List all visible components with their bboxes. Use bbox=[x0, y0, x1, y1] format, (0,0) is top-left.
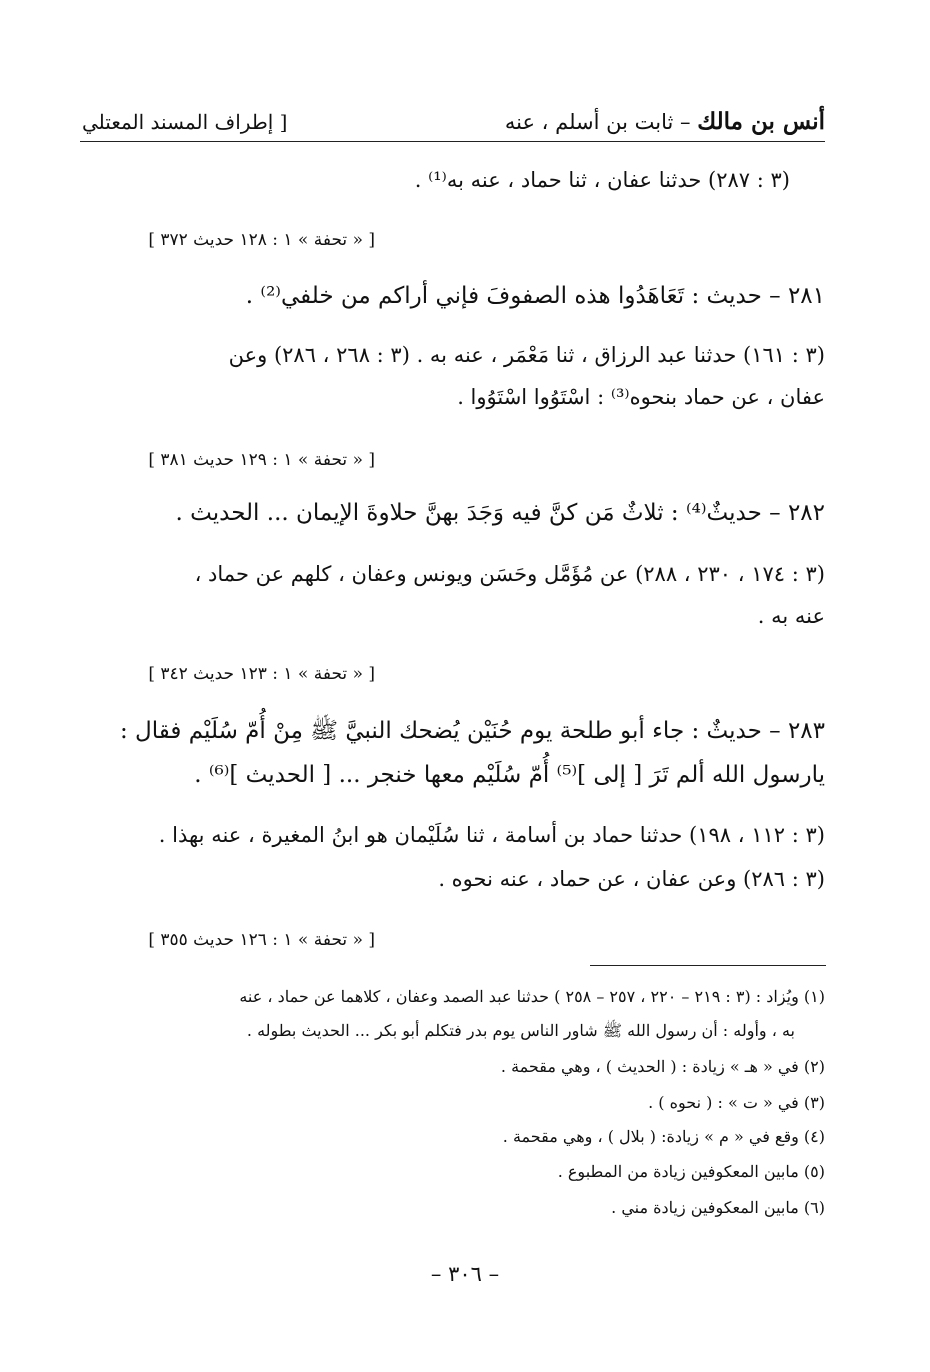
hadith-281: ٢٨١ – حديث : تَعَاهَدُوا هذه الصفوفَ فإني أراكم من خلفي⁽²⁾ . bbox=[245, 283, 825, 309]
running-header-left: [ إطراف المسند المعتلي bbox=[82, 110, 288, 134]
footnote-2: (٢) في « هـ » زيادة : ( الحديث ) ، وهي مقحمة . bbox=[500, 1057, 825, 1076]
chain-line-283-b: (٣ : ٢٨٦) وعن عفان ، عن حماد ، عنه نحوه . bbox=[438, 867, 825, 891]
header-author: أنس بن مالك bbox=[697, 108, 825, 135]
footnote-6: (٦) مابين المعكوفين زيادة مني . bbox=[611, 1198, 825, 1217]
hadith-282: ٢٨٢ – حديثٌ⁽⁴⁾ : ثلاثٌ مَن كنَّ فيه وَجَدَ بهنَّ حلاوةَ الإيمان ... الحديث . bbox=[175, 500, 825, 526]
tuhfa-ref-381: [ « تحفة » ١ : ١٢٩ حديث ٣٨١ ] bbox=[148, 450, 375, 470]
chain-line-281-a: (٣ : ١٦١) حدثنا عبد الرزاق ، ثنا مَعْمَر ، عنه به . (٣ : ٢٦٨ ، ٢٨٦) وعن bbox=[228, 343, 825, 367]
chain-line-282-b: عنه به . bbox=[757, 604, 825, 628]
footnote-divider bbox=[590, 965, 826, 966]
tuhfa-ref-342: [ « تحفة » ١ : ١٢٣ حديث ٣٤٢ ] bbox=[148, 664, 375, 684]
chain-line-1: (٣ : ٢٨٧) حدثنا عفان ، ثنا حماد ، عنه به⁽¹⁾ . bbox=[414, 168, 790, 192]
footnote-1-b: به ، وأوله : أن رسول الله ﷺ شاور الناس يوم بدر فتكلم أبو بكر ... الحديث بطوله . bbox=[246, 1021, 795, 1040]
hadith-283-b: يارسول الله ألم تَرَ [ إلى ]⁽⁵⁾ أُمّ سُلَيْم معها خنجر ... [ الحديث ]⁽⁶⁾ . bbox=[194, 762, 825, 788]
tuhfa-ref-355: [ « تحفة » ١ : ١٢٦ حديث ٣٥٥ ] bbox=[148, 930, 375, 950]
header-divider bbox=[80, 141, 825, 142]
footnote-5: (٥) مابين المعكوفين زيادة من المطبوع . bbox=[557, 1162, 825, 1181]
footnote-3: (٣) في « ت » : ( نحوه ) . bbox=[648, 1093, 825, 1112]
chain-line-283-a: (٣ : ١١٢ ، ١٩٨) حدثنا حماد بن أسامة ، ثنا سُلَيْمان هو ابنُ المغيرة ، عنه بهذا . bbox=[158, 823, 825, 847]
running-header-right bbox=[505, 108, 825, 135]
page-number: – ٣٠٦ – bbox=[430, 1262, 500, 1286]
footnote-1-a: (١) ويُزاد : (٣ : ٢١٩ – ٢٢٠ ، ٢٥٧ – ٢٥٨ ) حدثنا عبد الصمد وعفان ، كلاهما عن حماد ، عنه bbox=[239, 987, 825, 1006]
footnote-4: (٤) وقع في « م » زيادة: ( بلال ) ، وهي مقحمة . bbox=[502, 1127, 825, 1146]
chain-line-281-b: عفان ، عن حماد بنحوه⁽³⁾ : اسْتَوُوا اسْتَوُوا . bbox=[457, 385, 825, 409]
header-chain: – ثابت بن أسلم ، عنه bbox=[504, 110, 691, 134]
tuhfa-ref-372: [ « تحفة » ١ : ١٢٨ حديث ٣٧٢ ] bbox=[148, 230, 375, 250]
chain-line-282-a: (٣ : ١٧٤ ، ٢٣٠ ، ٢٨٨) عن مُؤَمَّل وحَسَن ويونس وعفان ، كلهم عن حماد ، bbox=[194, 562, 825, 586]
hadith-283-a: ٢٨٣ – حديثٌ : جاء أبو طلحة يوم حُنَيْن يُضحك النبيَّ ﷺ مِنْ أُمّ سُلَيْم فقال : bbox=[119, 718, 825, 744]
